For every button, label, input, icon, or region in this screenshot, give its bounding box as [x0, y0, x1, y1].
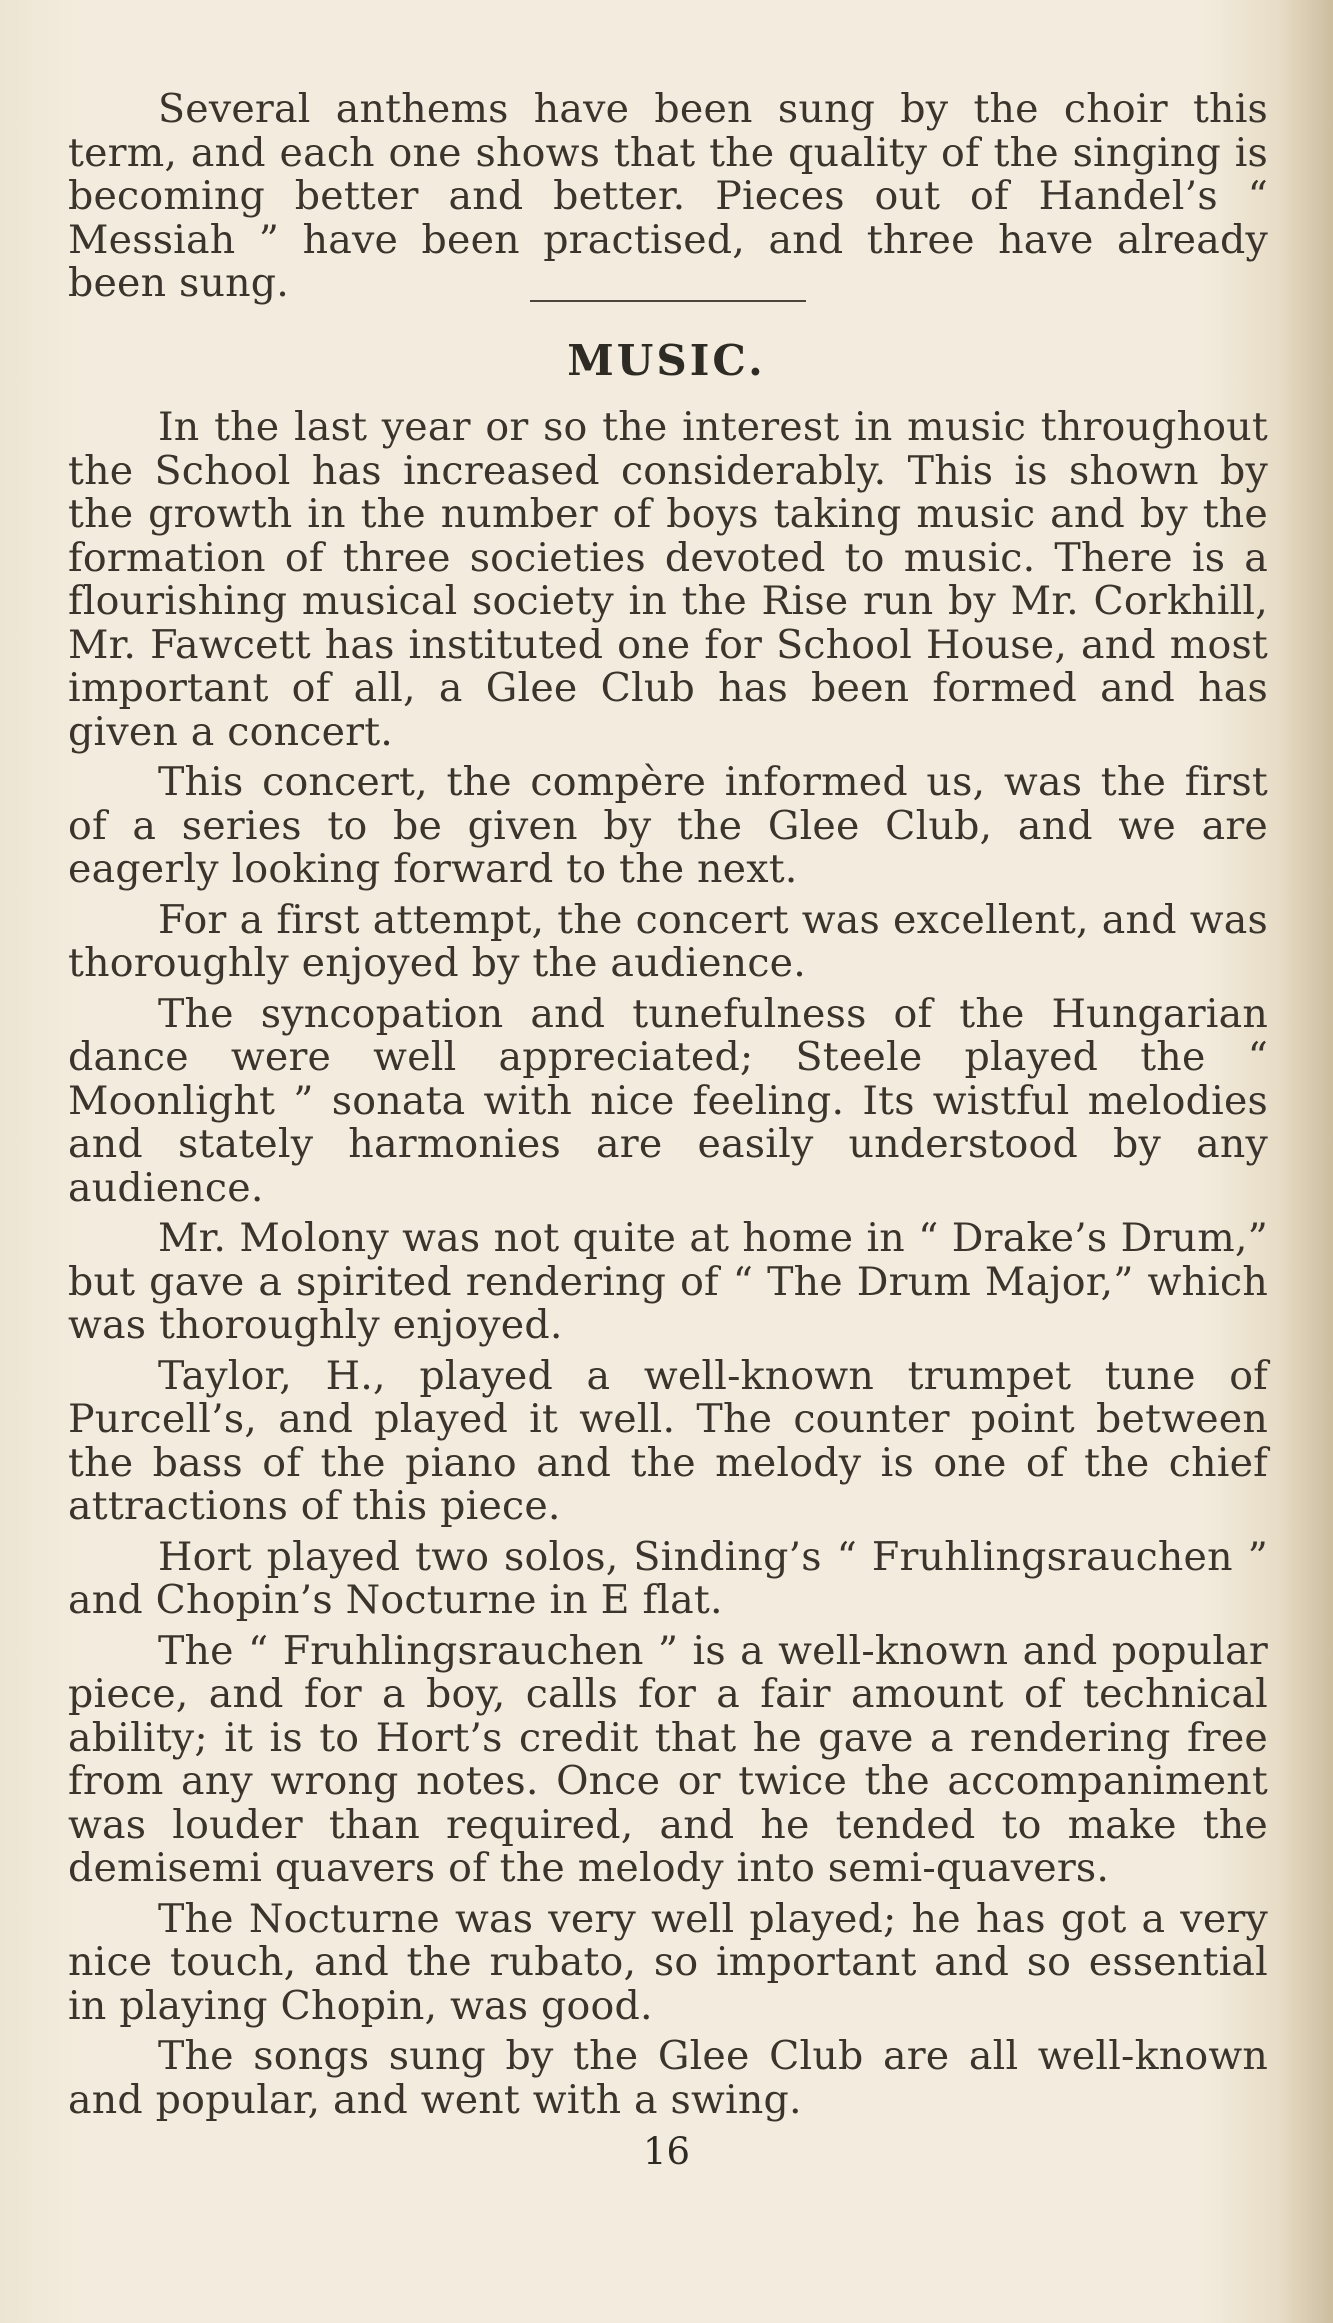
choir-paragraph-block — [68, 88, 1268, 306]
article-paragraph: The syncopation and tunefulness of the Hungarian dance were well appreciated; Steele played the “ Moonlight ” sonata with nice feeling. Its wistful melodies and stately harmonies are easily understood by any audience. — [68, 990, 1268, 1211]
article-paragraph: The “ Fruhlingsrauchen ” is a well-known and popular piece, and for a boy, calls for a fair amount of technical ability; it is to Hort’s credit that he gave a rendering free from any wrong notes. Once or twice the accompaniment was louder than required, and he tended to make the demisemi quavers of the melody into semi-quavers. — [68, 1627, 1268, 1891]
article-paragraph: Taylor, H., played a well-known trumpet tune of Purcell’s, and played it well. The counter point between the bass of the piano and the melody is one of the chief attractions of this piece. — [68, 1352, 1268, 1529]
music-article-body — [68, 406, 1268, 2129]
article-paragraph: Hort played two solos, Sinding’s “ Fruhlingsrauchen ” and Chopin’s Nocturne in E flat. — [68, 1533, 1268, 1623]
article-paragraph: For a first attempt, the concert was excellent, and was thoroughly enjoyed by the audience. — [68, 896, 1268, 986]
article-paragraph: The Nocturne was very well played; he has got a very nice touch, and the rubato, so important and so essential in playing Chopin, was good. — [68, 1895, 1268, 2029]
article-paragraph: This concert, the compère informed us, was the first of a series to be given by the Glee Club, and we are eagerly looking forward to the next. — [68, 759, 1268, 892]
article-paragraph: In the last year or so the interest in music throughout the School has increased considerably. This is shown by the growth in the number of boys taking music and by the formation of three societies devoted to music. There is a flourishing musical society in the Rise run by Mr. Corkhill, Mr. Fawcett has instituted one for School House, and most important of all, a Glee Club has been formed and has given a concert. — [68, 404, 1268, 755]
section-heading: MUSIC. — [567, 336, 766, 385]
section-divider — [530, 300, 806, 302]
article-paragraph: The songs sung by the Glee Club are all well-known and popular, and went with a swing. — [68, 2033, 1268, 2123]
article-paragraph: Mr. Molony was not quite at home in “ Drake’s Drum,” but gave a spirited rendering of “ The Drum Major,” which was thoroughly enjoyed. — [68, 1215, 1268, 1348]
choir-paragraph: Several anthems have been sung by the choir this term, and each one shows that the quality of the singing is becoming better and better. Pieces out of Handel’s “ Messiah ” have been practised, and three have already been sung. — [68, 86, 1268, 306]
page-number: 16 — [642, 2130, 691, 2173]
